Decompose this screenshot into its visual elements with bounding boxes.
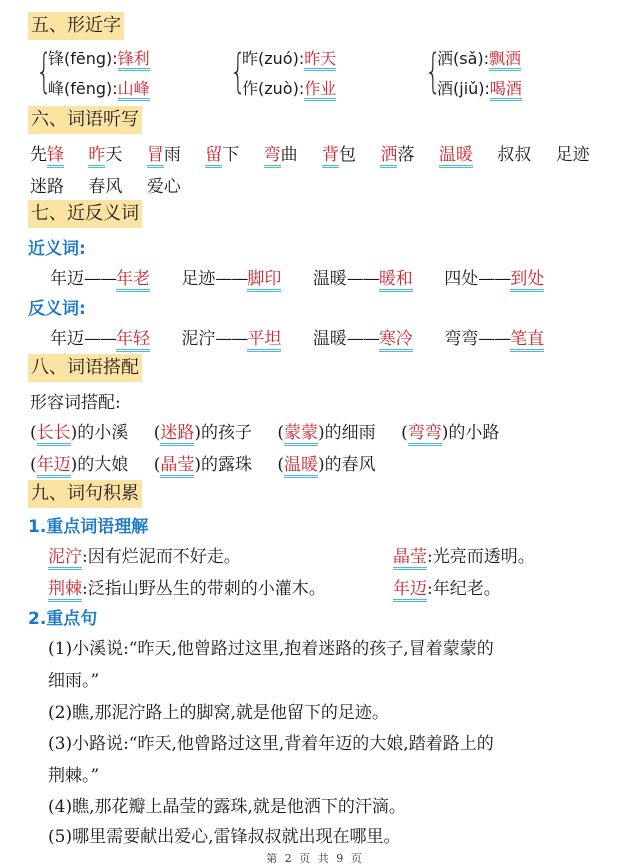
sentence-item: (5)哪里需要献出爱心,雷锋叔叔就出现在哪里。 xyxy=(48,827,401,847)
synonyms-row xyxy=(50,264,544,289)
section-seven-heading: 七、近反义词 xyxy=(28,200,142,228)
synonym-pair: 年迈——年老 xyxy=(50,269,150,292)
separator: : xyxy=(298,49,305,68)
char: 酒 xyxy=(437,79,454,98)
similar-char-item xyxy=(242,46,336,69)
dictation-word: 迷路 xyxy=(30,177,64,197)
answer-word: 作业 xyxy=(304,79,336,101)
dictation-row-1 xyxy=(30,140,590,165)
sentence-item: (1)小溪说:“昨天,他曾路过这里,抱着迷路的孩子,冒着蒙蒙的 xyxy=(48,639,494,659)
antonym-pair: 年迈——年轻 xyxy=(50,329,150,352)
dictation-word: 爱心 xyxy=(146,177,181,197)
synonym-pair: 温暖——暖和 xyxy=(313,269,413,292)
collocation-row-2 xyxy=(30,450,376,475)
pinyin: (jiǔ) xyxy=(453,79,485,98)
answer-word: 昨天 xyxy=(304,49,336,71)
collocation-item: (迷路)的孩子 xyxy=(154,423,252,446)
antonym-pair: 温暖——寒冷 xyxy=(313,329,413,352)
pinyin: (sǎ) xyxy=(453,49,484,68)
sentence-item-cont: 荆棘。” xyxy=(48,766,100,786)
dictation-word: 洒落 xyxy=(380,145,414,168)
collocation-item: (晶莹)的露珠 xyxy=(154,455,252,478)
similar-char-item xyxy=(48,46,150,69)
dictation-word: 春风 xyxy=(88,177,123,197)
dictation-word: 温暖 xyxy=(439,145,473,168)
char: 锋 xyxy=(48,49,65,68)
antonym-pair: 泥泞——平坦 xyxy=(181,329,281,352)
separator: : xyxy=(484,79,490,98)
dictation-row-2 xyxy=(30,172,181,197)
pinyin: (zuó) xyxy=(258,49,299,68)
collocation-item: (蒙蒙)的细雨 xyxy=(277,423,375,446)
collocation-item: (弯弯)的小路 xyxy=(401,423,499,446)
char: 峰 xyxy=(48,79,65,98)
definition-item: 年迈:年纪老。 xyxy=(393,574,501,599)
dictation-word: 足迹 xyxy=(555,145,590,165)
sentence-item: (3)小路说:“昨天,他曾路过这里,背着年迈的大娘,踏着路上的 xyxy=(48,734,494,754)
section-eight-heading: 八、词语搭配 xyxy=(28,354,142,382)
collocation-row-1 xyxy=(30,418,499,443)
answer-word: 喝酒 xyxy=(490,79,522,101)
dictation-word: 背包 xyxy=(322,145,356,168)
similar-char-item xyxy=(437,76,522,99)
section-nine-heading: 九、词句积累 xyxy=(28,480,142,508)
answer-word: 山峰 xyxy=(118,79,150,101)
dictation-word: 叔叔 xyxy=(497,145,532,165)
sentence-item-cont: 细雨。” xyxy=(48,671,100,691)
separator: : xyxy=(298,79,305,98)
collocation-item: (温暖)的春风 xyxy=(277,455,375,478)
char: 昨 xyxy=(242,49,259,68)
answer-word: 飘洒 xyxy=(489,49,521,71)
separator: : xyxy=(112,49,118,68)
char: 洒 xyxy=(437,49,454,68)
antonym-pair: 弯弯——笔直 xyxy=(444,329,544,352)
definition-item: 荆棘:泛指山野丛生的带刺的小灌木。 xyxy=(48,574,326,599)
antonyms-row xyxy=(50,324,544,349)
dictation-word: 冒雨 xyxy=(147,145,181,168)
collocation-item: (长长)的小溪 xyxy=(30,423,128,446)
definition-item: 晶莹:光亮而透明。 xyxy=(393,542,535,567)
synonym-pair: 足迹——脚印 xyxy=(181,269,281,292)
page-number: 第 2 页 共 9 页 xyxy=(266,852,364,865)
separator: : xyxy=(112,79,118,98)
section-five-heading: 五、形近字 xyxy=(28,12,124,40)
char: 作 xyxy=(242,79,259,98)
antonyms-label: 反义词: xyxy=(28,299,86,319)
dictation-word: 先锋 xyxy=(30,145,64,168)
brace-icon: { xyxy=(230,44,247,98)
synonyms-label: 近义词: xyxy=(28,239,86,259)
similar-char-item xyxy=(437,46,521,69)
pinyin: (zuò) xyxy=(258,79,299,98)
separator: : xyxy=(483,49,490,68)
sentence-item: (4)瞧,那花瓣上晶莹的露珠,就是他洒下的汗滴。 xyxy=(48,797,406,817)
pinyin: (fēng) xyxy=(64,49,113,68)
dictation-word: 昨天 xyxy=(88,145,122,168)
dictation-word: 留下 xyxy=(205,145,239,168)
answer-word: 锋利 xyxy=(118,49,150,71)
section-six-heading: 六、词语听写 xyxy=(28,106,142,134)
similar-char-item xyxy=(242,76,336,99)
sentence-item: (2)瞧,那泥泞路上的脚窝,就是他留下的足迹。 xyxy=(48,703,389,723)
definition-item: 泥泞:因有烂泥而不好走。 xyxy=(48,542,241,567)
brace-icon: { xyxy=(36,44,53,98)
pinyin: (fēng) xyxy=(64,79,113,98)
synonym-pair: 四处——到处 xyxy=(444,269,544,292)
collocation-item: (年迈)的大娘 xyxy=(30,455,128,478)
brace-icon: { xyxy=(425,44,442,98)
collocation-subtitle: 形容词搭配: xyxy=(30,393,121,413)
dictation-word: 弯曲 xyxy=(264,145,298,168)
key-words-heading: 1.重点词语理解 xyxy=(28,517,149,537)
key-sentences-heading: 2.重点句 xyxy=(28,609,98,629)
similar-char-item xyxy=(48,76,150,99)
